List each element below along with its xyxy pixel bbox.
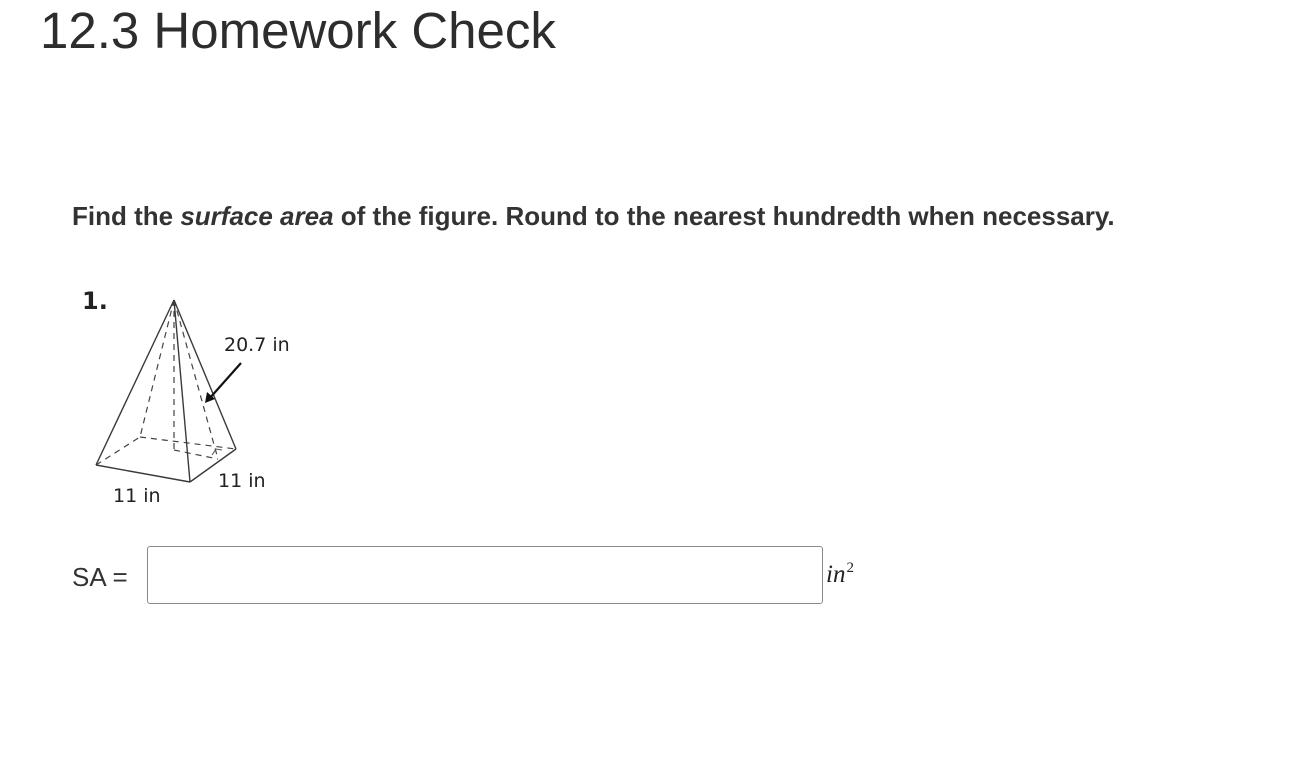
unit-label xyxy=(826,560,854,589)
center-to-midpoint-line xyxy=(174,450,218,459)
instructions-emphasis: surface area xyxy=(180,201,334,231)
problem-number: 1. xyxy=(82,287,108,315)
unit-exponent: 2 xyxy=(846,560,854,576)
lateral-edge-front xyxy=(174,300,190,482)
surface-area-answer-input[interactable] xyxy=(147,546,823,604)
surface-area-label: SA = xyxy=(72,562,128,592)
instructions-text-start: Find the xyxy=(72,201,181,231)
problem-instructions xyxy=(72,200,1115,232)
hidden-base-edge-back xyxy=(140,437,236,449)
unit-base: in xyxy=(826,561,846,588)
base-side-label-left: 11 in xyxy=(113,485,161,507)
base-edge-front-left xyxy=(96,465,190,482)
hidden-lateral-edge xyxy=(140,300,174,437)
lateral-edge-right xyxy=(174,300,236,449)
instructions-text-end: of the figure. Round to the nearest hundredth when necessary. xyxy=(333,201,1115,231)
slant-height-pointer xyxy=(209,363,241,399)
pyramid-figure xyxy=(80,282,310,514)
base-side-label-right: 11 in xyxy=(218,470,266,492)
square-pyramid-diagram xyxy=(80,282,310,514)
slant-height-label: 20.7 in xyxy=(224,334,290,356)
page-title: 12.3 Homework Check xyxy=(40,2,556,59)
hidden-edges xyxy=(96,300,236,465)
